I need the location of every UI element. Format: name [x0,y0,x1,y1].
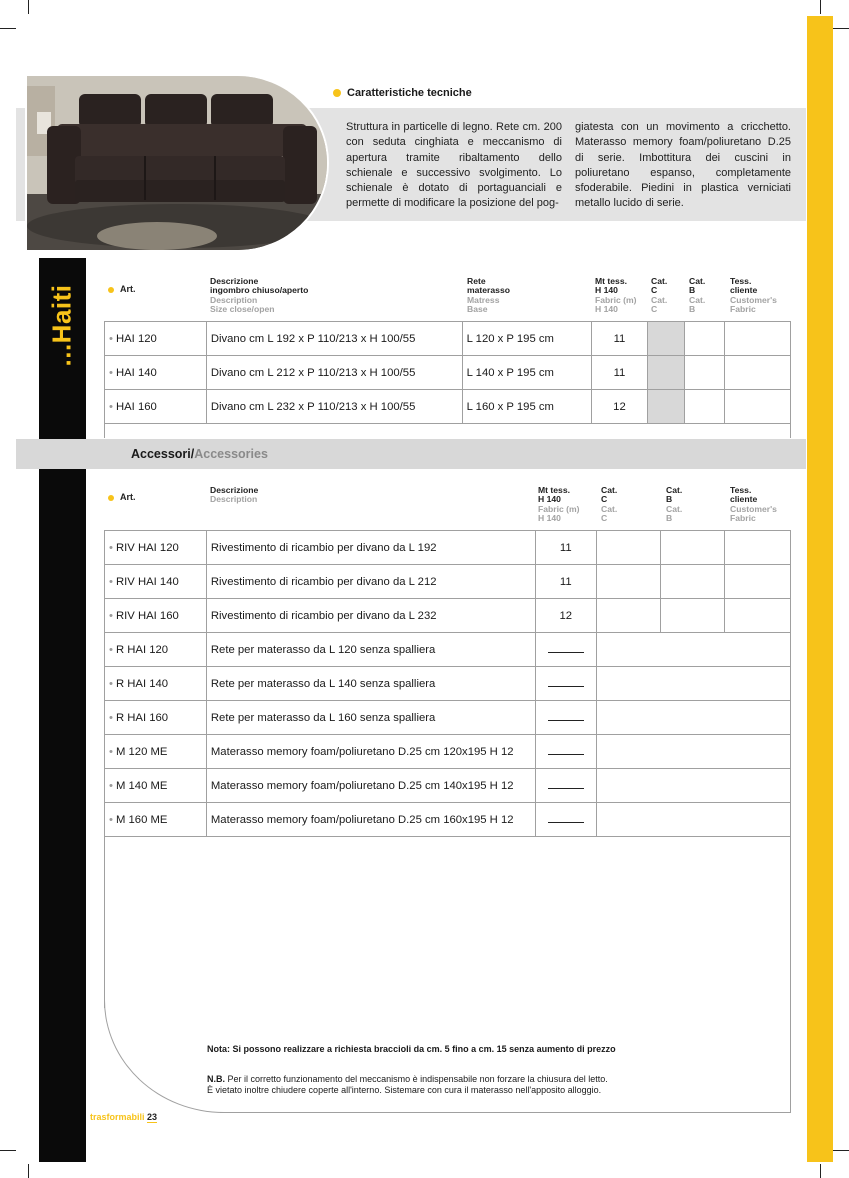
cell-merged [596,667,790,701]
table-row [105,599,791,633]
header-line: Tess. [730,276,752,286]
frame-line [790,755,791,1113]
header-line: Descrizione [210,276,259,286]
acc-col-header-tess [730,486,777,524]
cell-art: • RIV HAI 120 [105,531,207,565]
crop-mark [0,1150,16,1151]
header-line: Cat. [666,485,683,495]
cell-art: • HAI 140 [105,356,207,390]
header-line: H 140 [595,285,618,296]
cell-rete: L 120 x P 195 cm [462,322,591,356]
cell-mt-blank [535,769,596,803]
cell-mt-blank [535,735,596,769]
col-header-cat-c [651,277,667,315]
header-line: Customer's [730,294,777,305]
cell-desc: Materasso memory foam/poliuretano D.25 cm 140x195 H 12 [206,769,535,803]
cell-desc: Rivestimento di ricambio per divano da L 192 [206,531,535,565]
header-line: Cat. [601,503,618,514]
bullet-icon [333,89,341,97]
cell-cat-c [596,565,661,599]
table-row [105,735,791,769]
header-line: Cat. [651,294,668,305]
cell-rete: L 160 x P 195 cm [462,390,591,424]
col-header-mt [595,277,637,315]
cell-art-text: RIV HAI 160 [115,609,179,622]
table-row [105,701,791,735]
blank-line [548,678,584,687]
header-line: Mt tess. [538,485,570,495]
cell-art-text: RIV HAI 140 [115,575,179,588]
header-line: Fabric (m) [538,503,580,514]
header-line: cliente [730,494,758,505]
cell-tess [725,322,791,356]
nb-line: È vietato inoltre chiudere coperte all'interno. Sistemare con cura il materasso nell'apposito alloggio. [207,1085,602,1095]
cell-art: • HAI 120 [105,322,207,356]
cell-mt-blank [535,701,596,735]
cell-merged [596,701,790,735]
header-line: Cat. [601,485,618,495]
cell-art: • R HAI 160 [105,701,207,735]
acc-col-header-cat-b [666,486,682,524]
blank-line [548,746,584,755]
header-line: B [689,285,696,296]
cell-mt: 11 [591,356,648,390]
crop-mark [833,28,849,29]
crop-mark [820,1164,821,1178]
cell-mt: 11 [535,531,596,565]
cell-cat-c [648,356,685,390]
cell-art-text: HAI 140 [115,366,157,379]
header-line: Cat. [651,276,668,286]
cell-desc: Divano cm L 232 x P 110/213 x H 100/55 [206,390,462,424]
sofa-image [27,76,327,250]
yellow-side-strip [807,16,833,1162]
blank-line [548,780,584,789]
table-row [105,565,791,599]
cell-art: • M 120 ME [105,735,207,769]
cell-empty [105,424,791,439]
product-name [42,270,82,380]
cell-art-text: HAI 120 [115,332,157,345]
header-line: ingombro chiuso/aperto [210,285,309,296]
header-line: Fabric (m) [595,294,637,305]
table-row [105,769,791,803]
header-line: B [689,304,696,315]
table-row [105,633,791,667]
frame-curve [104,1000,224,1113]
table-row [105,803,791,837]
cell-cat-c [648,390,685,424]
cell-mt: 12 [591,390,648,424]
note-nb [207,1074,608,1096]
header-line: Size close/open [210,304,275,315]
header-line: H 140 [595,304,618,315]
cell-mt: 11 [535,565,596,599]
header-line: Cat. [689,294,706,305]
table-row [105,531,791,565]
header-line: Mt tess. [595,276,627,286]
header-line: B [666,513,673,524]
cell-tess [725,599,791,633]
header-line: Tess. [730,485,752,495]
cell-art: • M 140 ME [105,769,207,803]
crop-mark [833,1150,849,1151]
col-header-rete [467,277,510,315]
accessories-title [131,447,268,461]
cell-art: • M 160 ME [105,803,207,837]
acc-col-header-mt [538,486,580,524]
cell-cat-b [661,565,725,599]
blank-line [548,712,584,721]
accessories-title-it: Accessori/ [131,447,195,461]
header-line: C [601,494,608,505]
header-line: Fabric [730,304,756,315]
header-line: C [651,285,658,296]
cell-desc: Rete per materasso da L 140 senza spalliera [206,667,535,701]
cell-art-text: M 140 ME [115,779,168,792]
cell-merged [596,633,790,667]
cell-tess [725,390,791,424]
crop-mark [28,0,29,14]
cell-cat-b [685,390,725,424]
cell-desc: Materasso memory foam/poliuretano D.25 cm 160x195 H 12 [206,803,535,837]
cell-desc: Rete per materasso da L 120 senza spalliera [206,633,535,667]
header-line: Cat. [666,503,683,514]
header-line: Fabric [730,513,756,524]
table-row [105,322,791,356]
cell-desc: Divano cm L 192 x P 110/213 x H 100/55 [206,322,462,356]
table-row-empty [105,424,791,439]
blank-line [548,644,584,653]
tech-description-col1: Struttura in particelle di legno. Rete cm. 200 con seduta cinghiata e meccanismo di apertura tramite ribaltamento dello schienale e successivo svolgimento. Lo schienale è dotato di portaguanciali e permette di modificare la posizione del pog- [346,121,562,210]
header-line: H 140 [538,513,561,524]
bullet-icon [108,287,114,293]
cell-cat-b [685,356,725,390]
cell-tess [725,531,791,565]
cell-cat-c [596,599,661,633]
blank-line [548,814,584,823]
cell-merged [596,769,790,803]
crop-mark [820,0,821,14]
header-line: Description [210,294,258,305]
page-footer [90,1112,157,1122]
header-line: Matress [467,294,500,305]
header-line: cliente [730,285,758,296]
header-line: Base [467,304,488,315]
header-line: C [601,513,608,524]
acc-col-header-description [210,486,258,505]
cell-art: • RIV HAI 160 [105,599,207,633]
header-line: H 140 [538,494,561,505]
cell-art: • HAI 160 [105,390,207,424]
header-line: B [666,494,673,505]
accessories-title-en: Accessories [194,447,268,461]
cell-tess [725,356,791,390]
col-header-cat-b [689,277,705,315]
header-line: Cat. [689,276,706,286]
cell-art-text: R HAI 160 [115,711,169,724]
frame-line [220,1112,791,1113]
cell-mt: 12 [535,599,596,633]
cell-desc: Divano cm L 212 x P 110/213 x H 100/55 [206,356,462,390]
crop-mark [28,1164,29,1178]
acc-col-header-art [108,493,136,502]
cell-desc: Rete per materasso da L 160 senza spalliera [206,701,535,735]
cell-mt-blank [535,667,596,701]
cell-cat-c [648,322,685,356]
header-line: Customer's [730,503,777,514]
col-header-art [108,285,136,294]
table-row [105,390,791,424]
nb-line: Per il corretto funzionamento del meccanismo è indispensabile non forzare la chiusura del letto. [227,1074,608,1084]
cell-art-text: R HAI 120 [115,643,169,656]
footer-label: trasformabili [90,1112,145,1122]
cell-merged [596,735,790,769]
acc-col-header-cat-c [601,486,617,524]
cell-art-text: R HAI 140 [115,677,169,690]
cell-desc: Rivestimento di ricambio per divano da L 212 [206,565,535,599]
cell-tess [725,565,791,599]
table-row [105,356,791,390]
cell-cat-b [661,599,725,633]
cell-cat-b [685,322,725,356]
cell-cat-b [661,531,725,565]
nb-label: N.B. [207,1074,225,1084]
cell-art: • R HAI 120 [105,633,207,667]
header-line: Rete [467,276,486,286]
cell-art-text: RIV HAI 120 [115,541,179,554]
cell-art: • R HAI 140 [105,667,207,701]
cell-art: • RIV HAI 140 [105,565,207,599]
page-number: 23 [147,1112,158,1122]
cell-rete: L 140 x P 195 cm [462,356,591,390]
acc-col-header-art-text: Art. [120,492,136,502]
cell-art-text: HAI 160 [115,400,157,413]
note-armrests: Nota: Si possono realizzare a richiesta braccioli da cm. 5 fino a cm. 15 senza aumento di prezzo [207,1044,616,1054]
col-header-description [210,277,308,315]
cell-art-text: M 120 ME [115,745,168,758]
cell-mt-blank [535,803,596,837]
crop-mark [0,28,16,29]
table-row [105,667,791,701]
header-line: Description [210,494,258,505]
cell-desc: Rivestimento di ricambio per divano da L 232 [206,599,535,633]
header-line: materasso [467,285,510,296]
col-header-tess [730,277,777,315]
cell-merged [596,803,790,837]
col-header-art-text: Art. [120,284,136,294]
frame-line [104,755,105,1008]
tech-description-col2: giatesta con un movimento a cricchetto. Materasso memory foam/poliuretano D.25 di serie. Imbottitura dei cuscini in poliuretano espanso, completamente sfoderabile. Piedini in plastica verniciati metallo lucido di serie. [575,121,791,210]
bullet-icon [108,495,114,501]
cell-desc: Materasso memory foam/poliuretano D.25 cm 120x195 H 12 [206,735,535,769]
cell-mt-blank [535,633,596,667]
header-line: Descrizione [210,485,259,495]
tech-heading-text: Caratteristiche tecniche [347,87,472,99]
product-photo [27,76,327,250]
header-line: C [651,304,658,315]
accessories-table [104,530,791,837]
cell-mt: 11 [591,322,648,356]
cell-cat-c [596,531,661,565]
cell-art-text: M 160 ME [115,813,168,826]
tech-heading [333,87,472,99]
product-name-text: ...Haiti [46,283,77,367]
main-table [104,321,791,438]
black-side-strip [39,258,86,1162]
